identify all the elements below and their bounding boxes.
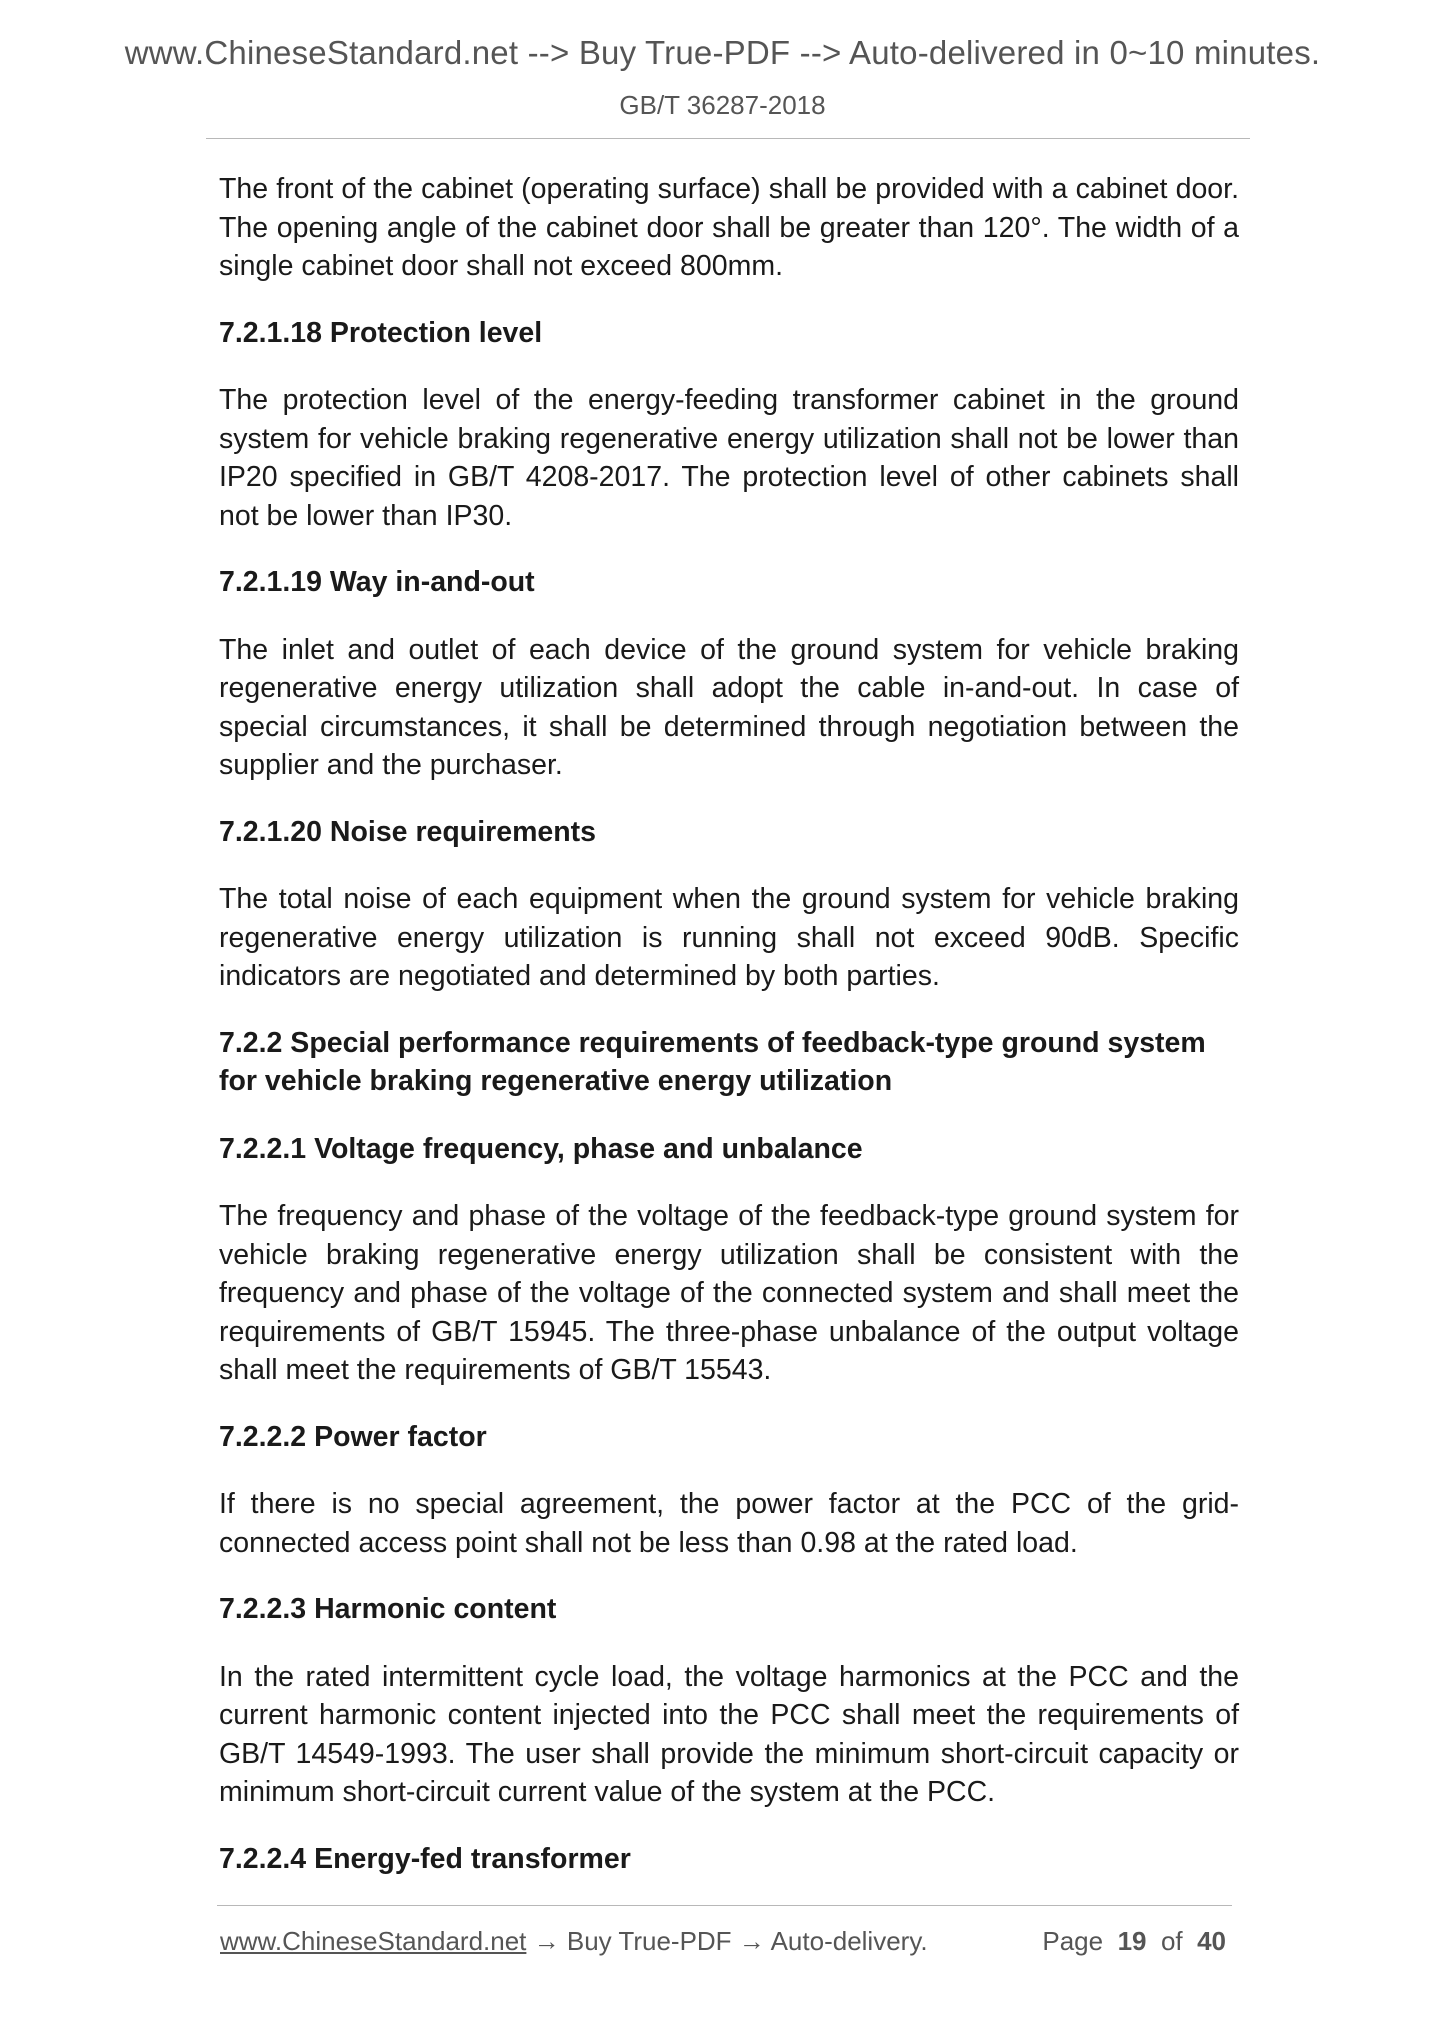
heading-special-performance: 7.2.2 Special performance requirements of feedback-type ground system for vehicle braking regenerative energy utilization <box>219 1026 1206 1097</box>
heading-way-in-and-out: 7.2.1.19 Way in-and-out <box>219 566 535 598</box>
page-indicator <box>1042 1926 1226 1957</box>
page-number: 19 <box>1117 1926 1147 1956</box>
document-body <box>219 170 1239 1907</box>
paragraph-protection-level: The protection level of the energy-feeding transformer cabinet in the ground system for vehicle braking regenerative energy utilization shall not be lower than IP20 specified in GB/T 4208-2017. The protection level of other cabinets shall not be lower than IP30. <box>219 384 1239 532</box>
paragraph-cabinet-door: The front of the cabinet (operating surface) shall be provided with a cabinet door. The opening angle of the cabinet door shall be greater than 120°. The width of a single cabinet door shall not exceed 800mm. <box>219 173 1239 282</box>
footer-arrow-1: → <box>526 1926 567 1956</box>
of-label: of <box>1160 1926 1183 1956</box>
top-banner: www.ChineseStandard.net --> Buy True-PDF --> Auto-delivered in 0~10 minutes. <box>124 34 1321 71</box>
document-code: GB/T 36287-2018 <box>619 90 826 120</box>
heading-protection-level: 7.2.1.18 Protection level <box>219 316 543 349</box>
footer-site-link[interactable]: www.ChineseStandard.net <box>220 1926 527 1956</box>
footer-buy-text: Buy True-PDF <box>566 1926 732 1956</box>
footer-arrow-2: → <box>731 1926 771 1956</box>
paragraph-harmonic-content: In the rated intermittent cycle load, the voltage harmonics at the PCC and the current harmonic content injected into the PCC shall meet the requirements of GB/T 14549-1993. The user shall provide the minimum short-circuit capacity or minimum short-circuit current value of the system at the PCC. <box>219 1660 1239 1808</box>
heading-energy-fed-transformer: 7.2.2.4 Energy-fed transformer <box>219 1842 631 1875</box>
header-divider <box>206 138 1250 139</box>
paragraph-noise-requirements: The total noise of each equipment when the ground system for vehicle braking regenerative energy utilization is running shall not exceed 90dB. Specific indicators are negotiated and determined by both parties. <box>219 883 1239 992</box>
footer-auto-text: Auto-delivery. <box>770 1926 928 1956</box>
page-label: Page <box>1042 1926 1104 1956</box>
heading-voltage-frequency: 7.2.2.1 Voltage frequency, phase and unbalance <box>219 1132 863 1165</box>
heading-noise-requirements: 7.2.1.20 Noise requirements <box>219 815 597 848</box>
footer-links <box>220 1926 928 1957</box>
paragraph-voltage-frequency: The frequency and phase of the voltage of the feedback-type ground system for vehicle braking regenerative energy utilization shall be consistent with the frequency and phase of the voltage of the connected system and shall meet the requirements of GB/T 15945. The three-phase unbalance of the output voltage shall meet the requirements of GB/T 15543. <box>219 1200 1239 1386</box>
heading-harmonic-content: 7.2.2.3 Harmonic content <box>219 1593 557 1625</box>
heading-power-factor: 7.2.2.2 Power factor <box>219 1420 487 1453</box>
footer-divider <box>217 1905 1232 1906</box>
paragraph-way-in-and-out: The inlet and outlet of each device of the ground system for vehicle braking regenerative energy utilization shall adopt the cable in-and-out. In case of special circumstances, it shall be determined through negotiation between the supplier and the purchaser. <box>219 633 1239 781</box>
paragraph-power-factor: If there is no special agreement, the power factor at the PCC of the grid-connected access point shall not be less than 0.98 at the rated load. <box>219 1488 1239 1559</box>
total-pages: 40 <box>1197 1926 1226 1956</box>
